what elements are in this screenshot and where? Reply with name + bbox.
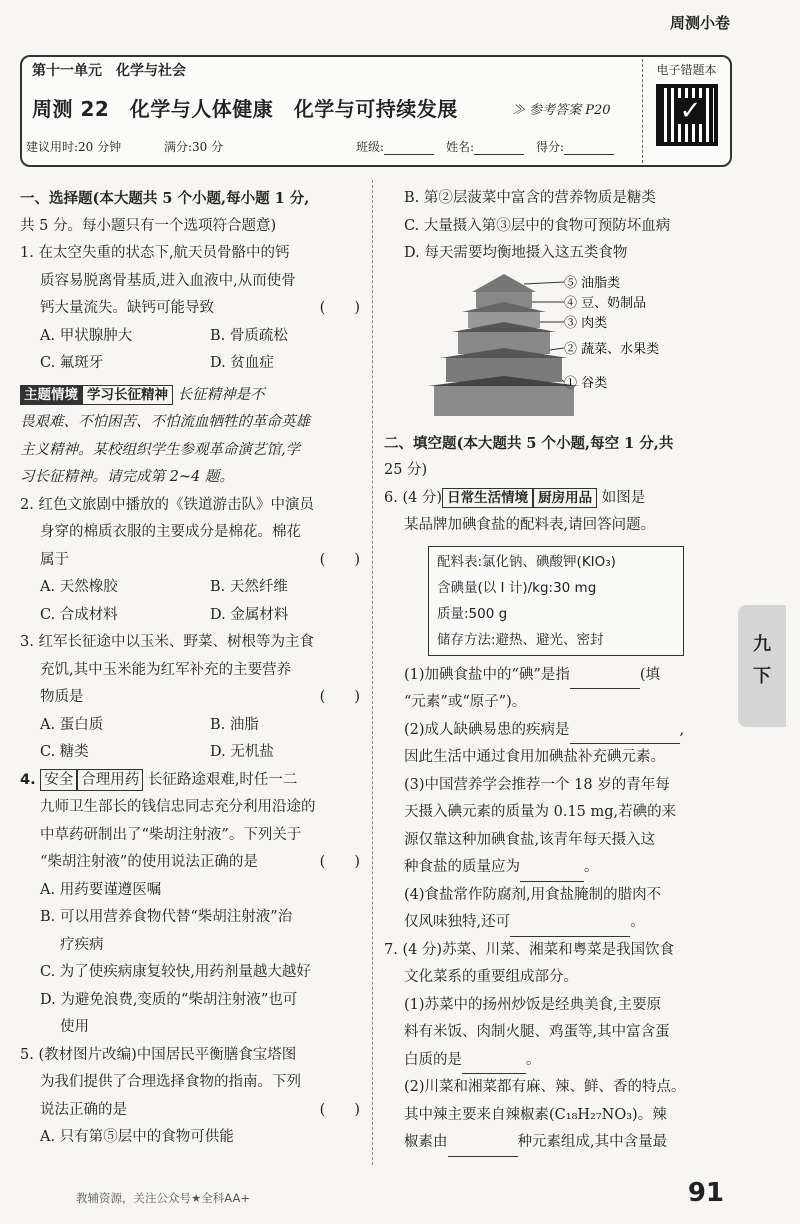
option-b[interactable]: B. 第②层菠菜中富含的营养物质是糖类	[404, 190, 656, 206]
section-heading: 一、选择题(本大题共 5 个小题,每小题 1 分,	[20, 190, 310, 207]
ingredient-label	[428, 546, 684, 656]
option-b[interactable]: B. 天然纤维	[210, 579, 288, 595]
option-d[interactable]: D. 为避免浪费,变质的“柴胡注射液”也可	[40, 991, 298, 1008]
option-b[interactable]: B. 可以用营养食物代替“柴胡注射液”治	[40, 909, 293, 925]
grade-tab: 九 下	[738, 605, 786, 727]
ingredient-line: 含碘量(以 I 计)/kg:30 mg	[437, 579, 597, 596]
layer-2-label: ② 蔬菜、水果类	[564, 341, 660, 357]
tag-medication: 合理用药	[77, 769, 143, 791]
answer-blank[interactable]	[510, 925, 630, 937]
top-label: 周测小卷	[669, 14, 730, 32]
option-a[interactable]: A. 蛋白质	[40, 716, 104, 733]
option-d[interactable]: D. 无机盐	[210, 744, 274, 760]
score-field[interactable]: 得分:	[536, 138, 614, 155]
option-c[interactable]: C. 糖类	[40, 744, 89, 760]
answer-blank[interactable]	[520, 870, 584, 882]
question-2: 2. 红色文旅剧中播放的《铁道游击队》中演员	[20, 496, 314, 513]
suggested-time: 建议用时:20 分钟	[26, 140, 122, 154]
theme-subtitle: 学习长征精神	[82, 385, 173, 405]
theme-tag: 主题情境	[20, 385, 82, 405]
quiz-header	[20, 55, 732, 167]
answer-blank[interactable]	[570, 732, 680, 744]
option-a[interactable]: A. 用药要谨遵医嘱	[40, 881, 162, 898]
question-6: 6. (4 分) 日常生活情境 厨房用品 如图是	[384, 489, 646, 506]
ingredient-line: 储存方法:避热、避光、密封	[437, 631, 604, 648]
page-number: 91	[687, 1178, 724, 1208]
option-c[interactable]: C. 为了使疾病康复较快,用药剂量越大越好	[40, 964, 311, 980]
theme-context: 主题情境 学习长征精神 长征精神是不	[20, 382, 370, 410]
section-note: 共 5 分。每小题只有一个选项符合题意)	[20, 217, 277, 234]
option-b[interactable]: B. 油脂	[210, 716, 259, 733]
footer-note: 教辅资源，关注公众号★全科AA+	[76, 1191, 250, 1205]
question-5: 5. (教材图片改编)中国居民平衡膳食宝塔图	[20, 1046, 297, 1063]
layer-4-label: ④ 豆、奶制品	[564, 295, 647, 311]
ingredient-line: 质量:500 g	[437, 605, 508, 622]
theme-subtitle: 厨房用品	[533, 488, 597, 508]
qr-label: 电子错题本	[656, 63, 717, 77]
answer-blank[interactable]	[448, 1145, 518, 1157]
answer-blank[interactable]	[570, 677, 640, 689]
answer-blank[interactable]	[462, 1062, 526, 1074]
question-1: 1. 在太空失重的状态下,航天员骨骼中的钙	[20, 245, 290, 261]
option-d[interactable]: D. 每天需要均衡地摄入这五类食物	[404, 245, 628, 261]
question-4: 4. 安全 合理用药 长征路途艰难,时任一二	[20, 767, 370, 795]
ingredient-line: 配料表:氯化钠、碘酸钾(KIO₃)	[437, 553, 616, 570]
option-d[interactable]: D. 金属材料	[210, 606, 289, 623]
options	[20, 323, 370, 351]
name-field[interactable]: 姓名:	[446, 138, 524, 155]
food-pyramid-figure	[414, 272, 674, 422]
layer-3-label: ③ 肉类	[564, 315, 608, 331]
tag-safety: 安全	[40, 769, 77, 791]
qr-code-icon[interactable]	[656, 84, 718, 146]
left-column: 一、选择题(本大题共 5 个小题,每小题 1 分, 共 5 分。每小题只有一个选项符合题意) 1. 在太空失重的状态下,航天员骨骼中的钙 质容易脱离骨基质,进入血液中,从而使骨 钙大量流失。缺钙可能导致 ( ) A. 甲状腺肿大 B. 骨质疏松 C. 氟斑牙 D. 贫血症 主题情境 学习长征精神 长征精神是不 畏艰难、不怕困苦、不怕流血牺牲的革命英雄 主义精神。某校组织学生参观革命演艺馆,学 习长征精神。请完成第 2~4 题。 2. 红色文旅剧中播放的《铁道游击队》中演员 身穿的棉质衣服的主要成分是棉花。棉花 属于 ( ) A. 天然橡胶 B. 天然纤维 C. 合成材料 D. 金属材料 3. 红军长征途中以玉米、野菜、树根等为主食 充饥,其中玉米能为红军补充的主要营养 物质是 ( ) A. 蛋白质 B. 油脂 C. 糖类 D. 无机盐 4. 安全 合理用药 长征路途艰难,时任一二 九师卫生部长的钱信忠同志充分利用沿途的 中草药研制出了“柴胡注射液”。下列关于 “柴胡注射液”的使用说法正确的是 ( ) A. 用药要谨遵医嘱 B. 可以用营养食物代替“柴胡注射液”治 疗疾病 C. 为了使疾病康复较快,用药剂量越大越好 D. 为避免浪费,变质的“柴胡注射液”也可 使用 5. (教材图片改编)中国居民平衡膳食宝塔图 为我们提供了合理选择食物的指南。下列 说法正确的是 ( ) A. 只有第⑤层中的食物可供能	[20, 185, 370, 1152]
answer-reference: ≫ 参考答案 P20	[512, 103, 611, 118]
layer-1-label: ① 谷类	[564, 375, 608, 391]
section-heading: 二、填空题(本大题共 5 个小题,每空 1 分,共	[384, 434, 674, 452]
question-3: 3. 红军长征途中以玉米、野菜、树根等为主食	[20, 634, 314, 650]
full-score: 满分:30 分	[164, 140, 224, 154]
right-column: B. 第②层菠菜中富含的营养物质是糖类 C. 大量摄入第③层中的食物可预防坏血病 D. 每天需要均衡地摄入这五类食物 ⑤ 油脂类 ④ 豆、奶制品 ③ 肉类 ② 蔬菜、水果类 ① 谷类 二、填空题(本大题共 5 个小题,每空 1 分,共 25 分) 6. (4 分) 日常生活情境 厨房用品 如图是 某品牌加碘食盐的配料表,请回答问题。 配料表:氯化钠、碘酸钾(KIO₃) 含碘量(以 I 计)/kg:30 mg 质量:500 g 储存方法:避热、避光、密封 (1)加碘食盐中的“碘”是指 (填 “元素”或“原子”)。 (2)成人缺碘易患的疾病是 , 因此生活中通过食用加碘盐补充碘元素。 (3)中国营养学会推荐一个 18 岁的青年每 天摄入碘元素的质量为 0.15 mg,若碘的来 源仅靠这种加碘食盐,该青年每天摄入这 种食盐的质量应为 。 (4)食盐常作防腐剂,用食盐腌制的腊肉不 仅风味独特,还可 。 7. (4 分)苏菜、川菜、湘菜和粤菜是我国饮食 文化菜系的重要组成部分。 (1)苏菜中的扬州炒饭是经典美食,主要原 料有米饭、肉制火腿、鸡蛋等,其中富含蛋 白质的是 。 (2)川菜和湘菜都有麻、辣、鲜、香的特点。 其中辣主要来自辣椒素(C₁₈H₂₇NO₃)。辣 椒素由 种元素组成,其中含量最	[384, 185, 734, 1157]
option-a[interactable]: A. 只有第⑤层中的食物可供能	[40, 1129, 234, 1145]
layer-5-label: ⑤ 油脂类	[564, 275, 621, 291]
qr-area	[642, 59, 730, 163]
question-7: 7. (4 分)苏菜、川菜、湘菜和粤菜是我国饮食	[384, 941, 675, 958]
page-title: 周测 22 化学与人体健康 化学与可持续发展	[32, 97, 458, 121]
option-c[interactable]: C. 合成材料	[40, 606, 118, 623]
option-c[interactable]: C. 大量摄入第③层中的食物可预防坏血病	[404, 217, 671, 234]
option-c[interactable]: C. 氟斑牙	[40, 355, 104, 371]
theme-tag: 日常生活情境	[442, 488, 533, 508]
unit-title: 第十一单元 化学与社会	[32, 63, 186, 79]
option-a[interactable]: A. 天然橡胶	[40, 579, 118, 595]
option-d[interactable]: D. 贫血症	[210, 355, 274, 371]
option-a[interactable]: A. 甲状腺肿大	[40, 327, 133, 344]
class-field[interactable]: 班级:	[356, 138, 434, 155]
option-b[interactable]: B. 骨质疏松	[210, 327, 288, 344]
